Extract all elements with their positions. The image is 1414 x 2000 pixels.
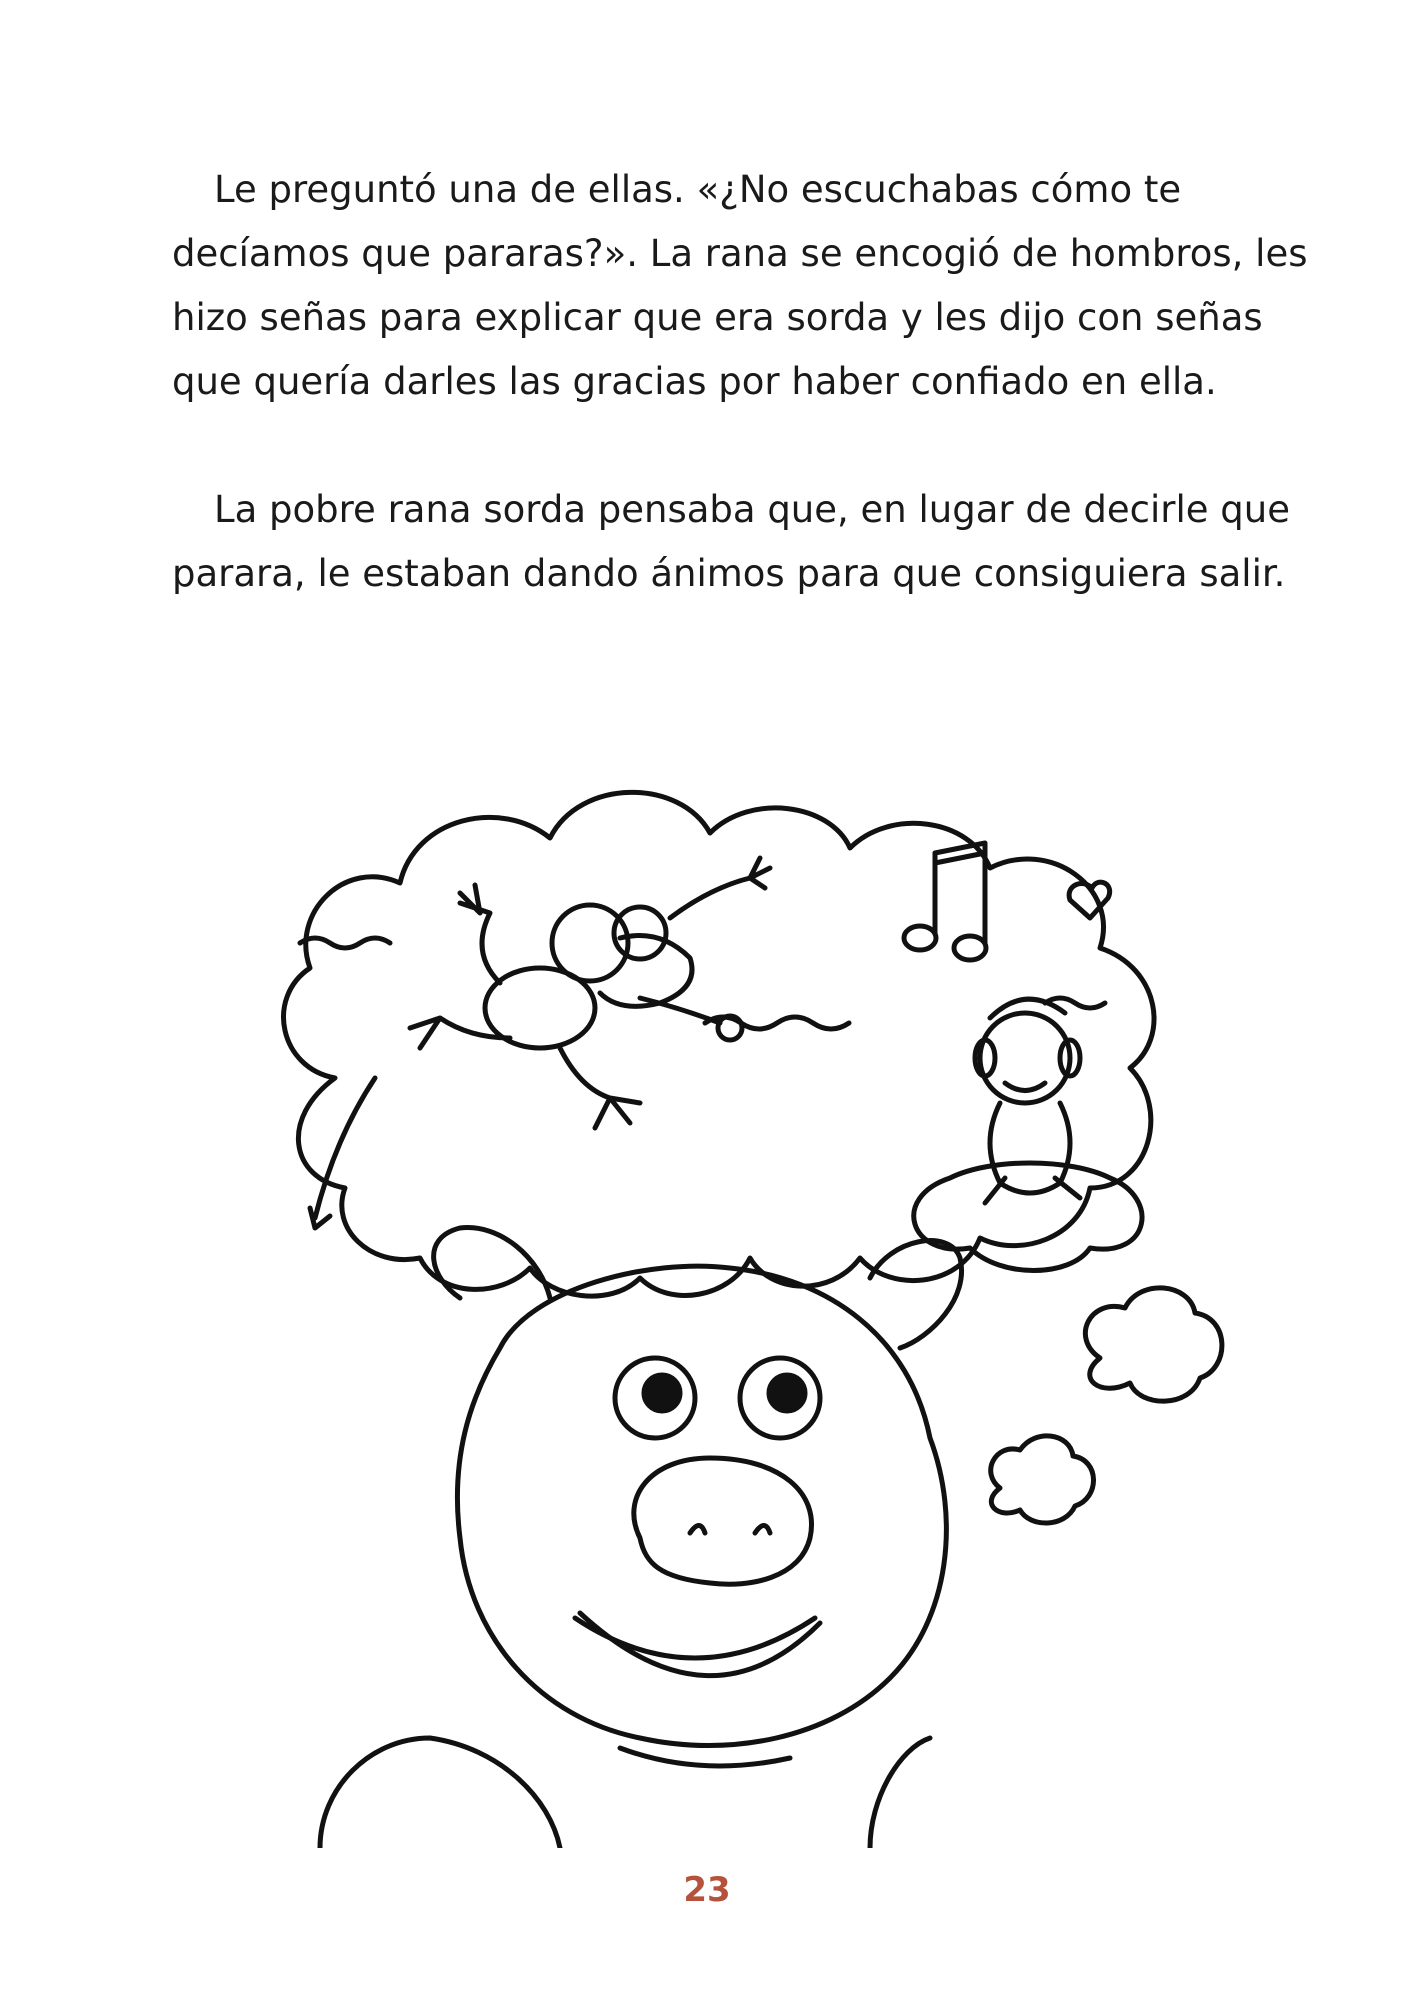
paragraph-line: Le preguntó una de ellas. «¿No escuchabas cómo te — [214, 168, 1182, 211]
paragraph-line: decíamos que pararas?». La rana se encogió de hombros, les — [172, 232, 1308, 275]
paragraph-line: parara, le estaban dando ánimos para que consiguiera salir. — [172, 552, 1286, 595]
paragraph-1 — [172, 158, 1308, 414]
frog-with-headphones-icon — [914, 999, 1142, 1270]
paragraph-line: hizo señas para explicar que era sorda y les dijo con señas — [172, 296, 1263, 339]
paragraph-line: La pobre rana sorda pensaba que, en lugar de decirle que — [214, 488, 1290, 531]
paragraph-2 — [172, 478, 1292, 606]
paragraph-line: que quería darles las gracias por haber confiado en ella. — [172, 360, 1217, 403]
thought-cloud-icon — [284, 792, 1154, 1296]
tiny-thought-cloud-icon — [991, 1436, 1094, 1523]
small-thought-cloud-icon — [1085, 1288, 1222, 1401]
pig-icon — [320, 1228, 962, 1848]
page-number: 23 — [683, 1870, 731, 1910]
music-note-icon — [904, 843, 986, 960]
pig-dream-illustration — [170, 738, 1280, 1848]
jumping-frog-icon — [410, 858, 770, 1128]
